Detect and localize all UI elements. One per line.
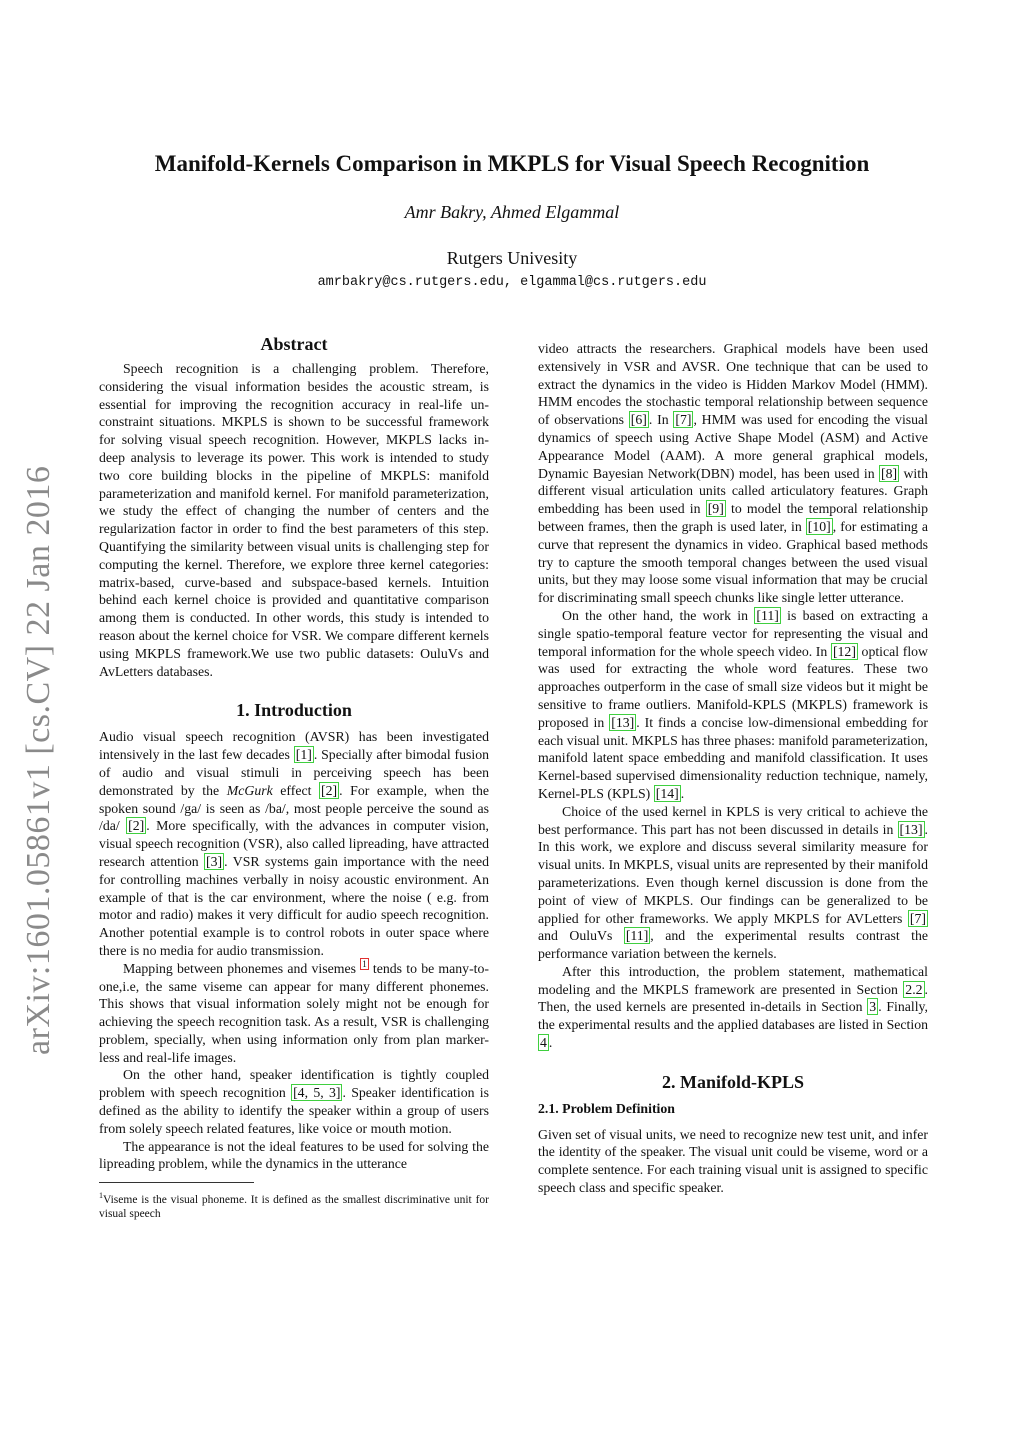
- citation-link[interactable]: [2]: [128, 818, 145, 834]
- citation-link[interactable]: [6]: [630, 412, 647, 428]
- right-paragraph-4: After this introduction, the problem statement, mathematical modeling and the MKPLS framework are presented in Section 2.2 . Then, the used kernels are presented in-details in Section 3 . Finally, the experimental results and the applied databases are listed in Section 4 .: [538, 963, 928, 1051]
- section-2-heading: 2. Manifold-KPLS: [661, 1071, 804, 1092]
- section-link[interactable]: 3: [869, 999, 877, 1015]
- citation-link[interactable]: [4, 5, 3]: [293, 1085, 341, 1101]
- left-column: [99, 332, 489, 1221]
- right-paragraph-1: video attracts the researchers. Graphical models have been used extensively in VSR and AVSR. One technique that can be used to extract the dynamics in the video is Hidden Markov Model (HMM). HMM encodes the stochastic temporal relationship between sequence of observations [6] . In [7] , HMM was used for encoding the visual dynamics of speech using Active Shape Model (ASM) and Active Appearance Model (AAM). A more general graphical models, Dynamic Bayesian Network(DBN) model, has been used in [8] with different visual articulation units called articulatory features. Graph embedding has been used in [9] to model the temporal relationship between frames, then the graph is used later, in [10] , for estimating a curve that represent the dynamics in video. Graphical based methods try to capture the smooth temporal changes between the used visual units, but they may loose some visual information that may be crucial for discriminating small speech chunks like single letter utterance.: [538, 341, 929, 606]
- citation-link[interactable]: [3]: [206, 853, 223, 869]
- section-link[interactable]: 4: [540, 1035, 547, 1051]
- citation-link[interactable]: [13]: [611, 714, 635, 730]
- right-paragraph-2: On the other hand, the work in [11] is based on extracting a single spatio-temporal feature vector for representing the visual and temporal information for the whole speech video. In [12] optical flow was used for extracting the whole word features. These two approaches outperform in the case of small size videos but it might be sensitive to frame outliers. Manifold-KPLS (MKPLS) framework is proposed in [13] . It finds a concise low-dimensional embedding for each visual unit. MKPLS has three phases: manifold parameterization, manifold latent space embedding and manifold classification. It uses Kernel-based supervised dimensionality reduction technique, namely, Kernel-PLS (KPLS) [14] .: [538, 607, 929, 801]
- intro-heading: 1. Introduction: [236, 700, 352, 721]
- citation-link[interactable]: [1]: [295, 747, 312, 763]
- intro-paragraph-1: Audio visual speech recognition (AVSR) has been investigated intensively in the last few decades [1] . Specially after bimodal fusion of audio and visual stimuli in perceiving speech has been demonstrated by the McGurk effect [2] . For example, when the spoken sound /ga/ is seen as /ba/, most people perceive the sound as /da/ [2] . More specifically, with the advances in computer vision, visual speech recognition (VSR), also called lipreading, have attracted research attention [3] . VSR systems gain importance with the need for controlling machines verbally in noisy acoustic environment. An example of that is the car environment, where the noise ( e.g. from motor and radio) makes it very difficult for audio speech recognition. Another potential example is to control robots in outer space where there is no media for audio transmission.: [99, 729, 489, 958]
- abstract-heading: Abstract: [260, 334, 328, 354]
- right-paragraph-3: Choice of the used kernel in KPLS is very critical to achieve the best performance. This part has not been discussed in details in [13] . In this work, we explore and discuss several similarity measure for visual units. In MKPLS, visual units are represented by their manifold parameterizations. Even though kernel discussion is done from the point of view of MKPLS. Our findings can be generalized to be applied for other frameworks. We apply MKPLS for AVLetters [7] and OuluVs [11] , and the experimental results contrast the performance variation between the kernels.: [538, 803, 928, 962]
- subsection-2-1-heading: 2.1. Problem Definition: [538, 1100, 675, 1116]
- citation-link[interactable]: [7]: [675, 412, 692, 428]
- paper-emails[interactable]: amrbakry@cs.rutgers.edu, elgammal@cs.rutgers.edu: [317, 275, 707, 290]
- arxiv-identifier: arXiv:1601.05861v1 [cs.CV] 22 Jan 2016: [20, 465, 57, 1055]
- paper-title: Manifold-Kernels Comparison in MKPLS for Visual Speech Recognition: [154, 151, 870, 176]
- right-column: [538, 340, 928, 1197]
- citation-link[interactable]: [11]: [625, 928, 649, 944]
- intro-paragraph-2: Mapping between phonemes and visemes $^1$ tends to be many-to-one,i.e, the same viseme can appear for many different phonemes. This shows that visual information solely might not be enough for achieving the speech recognition task. As a result, VSR is challenging problem, specially, when using information only from plan marker-less and real-life images.: [99, 959, 490, 1065]
- citation-link[interactable]: [10]: [807, 518, 831, 534]
- citation-link[interactable]: [11]: [756, 607, 779, 623]
- intro-paragraph-3: On the other hand, speaker identification is tightly coupled problem with speech recognition [4, 5, 3] . Speaker identification is defined as the ability to identify the speaker within a group of users from solely speech related features, like voice or mouth motion.: [99, 1067, 490, 1136]
- footnote-divider: [99, 1182, 254, 1183]
- abstract-text: Speech recognition is a challenging problem. Therefore, considering the visual information besides the acoustic stream, is essential for improving the recognition accuracy in real-life un-constraint situations. MKPLS is shown to be successful framework for solving visual speech recognition. However, MKPLS lacks in-deep analysis to leverage its power. This work is intended to study two core building blocks in the pipeline of MKPLS: manifold parameterization and manifold kernel. For manifold parameterization, we study the effect of changing the number of centers and the regularization factor in order to find the best parameters of this step. Quantifying the similarity between visual units is challenging step for computing the kernel. Therefore, we explore three kernel categories: matrix-based, curve-based and subspace-based kernels. Intuition behind each kernel choice is provided and quantitative comparison among them is conducted. In other words, this study is intended to reason about the kernel choice for VSR. We compare different kernels using MKPLS framework.We use two public datasets: OuluVs and AvLetters databases.: [99, 361, 489, 679]
- problem-definition-paragraph: Given set of visual units, we need to recognize new test unit, and infer the identity of the speaker. The visual unit could be viseme, word or a complete sentence. For each training visual unit is assigned to specific speech class and specific speaker.: [538, 1126, 928, 1196]
- section-link[interactable]: 2.2: [905, 981, 923, 997]
- footnote-link[interactable]: 1: [362, 959, 367, 970]
- citation-link[interactable]: [13]: [899, 821, 923, 837]
- intro-paragraph-4: The appearance is not the ideal features to be used for solving the lipreading problem, while the dynamics in the utterance: [99, 1138, 489, 1172]
- citation-link[interactable]: [14]: [655, 785, 679, 801]
- paper-affiliation: Rutgers Univesity: [446, 248, 578, 268]
- footnote: $^1$Viseme is the visual phoneme. It is defined as the smallest discriminative unit for visual speech: [99, 1191, 489, 1221]
- citation-link[interactable]: [2]: [321, 782, 338, 798]
- citation-link[interactable]: [8]: [881, 465, 898, 481]
- paper-authors: Amr Bakry, Ahmed Elgammal: [404, 202, 620, 222]
- citation-link[interactable]: [7]: [909, 910, 926, 926]
- citation-link[interactable]: [9]: [707, 501, 724, 517]
- citation-link[interactable]: [12]: [832, 643, 856, 659]
